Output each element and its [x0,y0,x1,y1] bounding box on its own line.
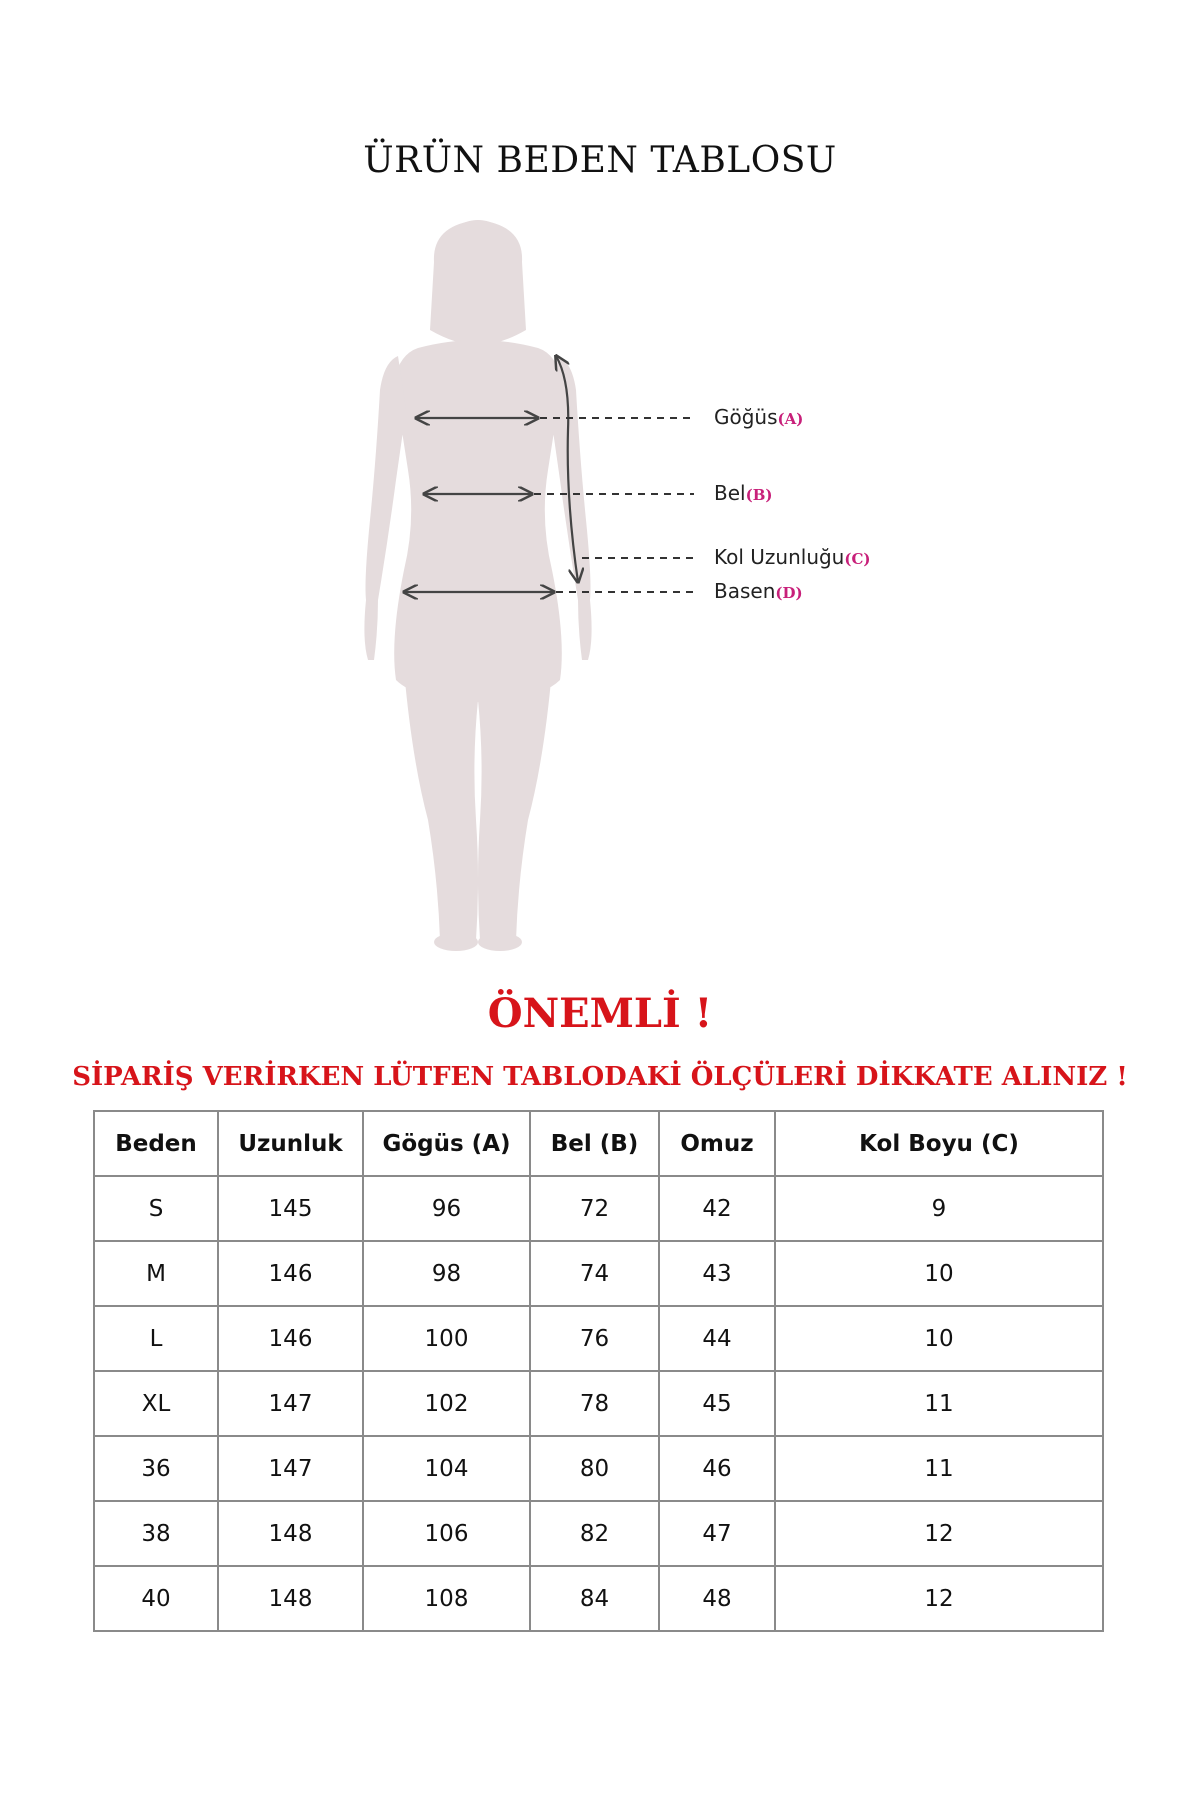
table-cell: 40 [94,1566,218,1631]
table-cell: 74 [530,1241,659,1306]
table-cell: 12 [775,1501,1103,1566]
table-cell: 147 [218,1371,363,1436]
table-header-row [94,1111,1103,1176]
table-cell: XL [94,1371,218,1436]
table-cell: 72 [530,1176,659,1241]
table-cell: 44 [659,1306,775,1371]
label-sleeve: Kol Uzunluğu(C) [714,545,871,569]
table-cell: L [94,1306,218,1371]
table-cell: 108 [363,1566,530,1631]
table-cell: 146 [218,1306,363,1371]
table-cell: 148 [218,1501,363,1566]
table-row [94,1176,1103,1241]
table-row [94,1241,1103,1306]
table-cell: 106 [363,1501,530,1566]
table-cell: 82 [530,1501,659,1566]
table-cell: 10 [775,1306,1103,1371]
table-cell: 42 [659,1176,775,1241]
table-cell: 38 [94,1501,218,1566]
table-cell: 146 [218,1241,363,1306]
table-cell: 9 [775,1176,1103,1241]
table-row [94,1436,1103,1501]
header-beden: Beden [94,1111,218,1176]
header-uzunluk: Uzunluk [218,1111,363,1176]
header-omuz: Omuz [659,1111,775,1176]
table-cell: 100 [363,1306,530,1371]
label-waist: Bel(B) [714,481,773,505]
table-row [94,1306,1103,1371]
table-row [94,1501,1103,1566]
header-kol-boyu: Kol Boyu (C) [775,1111,1103,1176]
label-hip: Basen(D) [714,579,803,603]
table-cell: 11 [775,1371,1103,1436]
table-cell: 47 [659,1501,775,1566]
page-title: ÜRÜN BEDEN TABLOSU [363,140,837,181]
notice-subtitle: SİPARİŞ VERİRKEN LÜTFEN TABLODAKİ ÖLÇÜLERİ DİKKATE ALINIZ ! [72,1062,1128,1092]
table-cell: 10 [775,1241,1103,1306]
table-cell: 45 [659,1371,775,1436]
table-cell: 12 [775,1566,1103,1631]
table-cell: 145 [218,1176,363,1241]
header-gogus: Gögüs (A) [363,1111,530,1176]
label-chest: Göğüs(A) [714,405,804,429]
table-cell: 147 [218,1436,363,1501]
table-cell: 84 [530,1566,659,1631]
table-cell: 76 [530,1306,659,1371]
table-cell: 104 [363,1436,530,1501]
table-cell: 11 [775,1436,1103,1501]
table-cell: 96 [363,1176,530,1241]
table-cell: 98 [363,1241,530,1306]
header-bel: Bel (B) [530,1111,659,1176]
table-cell: S [94,1176,218,1241]
table-cell: 36 [94,1436,218,1501]
table-row [94,1566,1103,1631]
woman-silhouette [364,220,591,951]
notice-title: ÖNEMLİ ! [487,990,713,1037]
table-cell: 148 [218,1566,363,1631]
table-row [94,1371,1103,1436]
table-cell: 102 [363,1371,530,1436]
table-cell: 46 [659,1436,775,1501]
table-cell: 48 [659,1566,775,1631]
table-cell: M [94,1241,218,1306]
table-cell: 78 [530,1371,659,1436]
table-cell: 43 [659,1241,775,1306]
table-cell: 80 [530,1436,659,1501]
size-table [93,1110,1104,1632]
